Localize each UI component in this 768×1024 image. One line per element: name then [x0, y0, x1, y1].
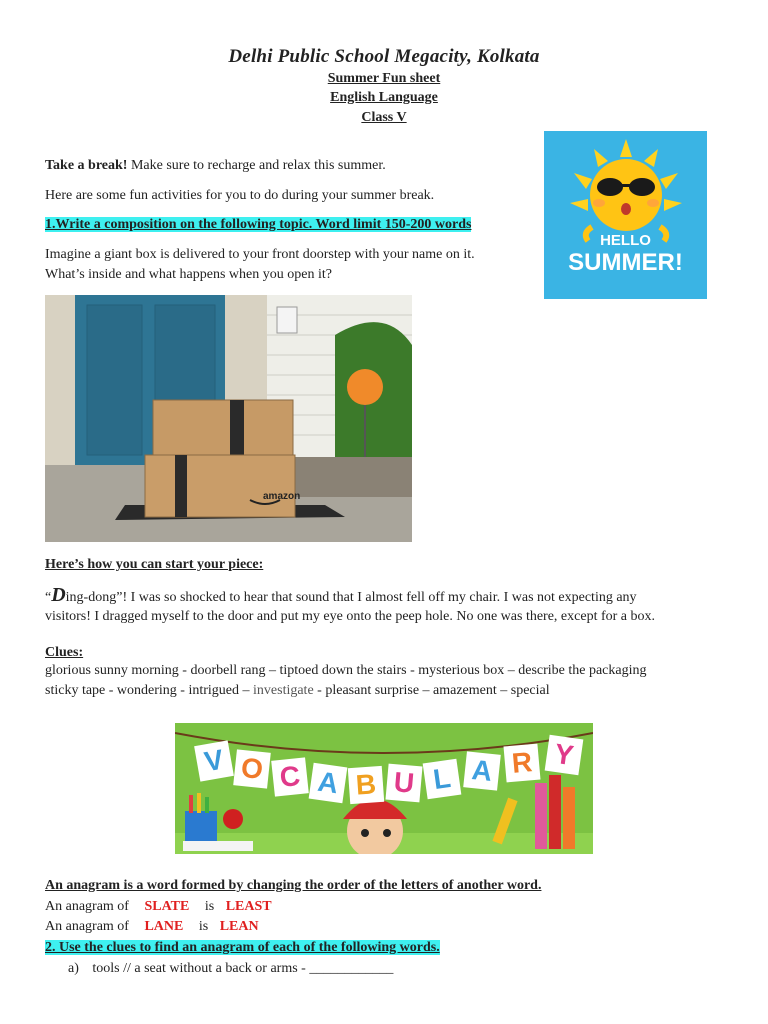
ex2-word: LANE [144, 919, 184, 934]
anagram-example-1 [45, 897, 272, 917]
hello-summer-image [544, 131, 707, 299]
vocab-letter-a1: A [309, 763, 348, 803]
ex1-prefix: An anagram of [45, 899, 129, 914]
vocabulary-art [175, 723, 593, 854]
take-break-rest: Make sure to recharge and relax this summer. [127, 158, 386, 173]
q2-item-a-label: a) [68, 961, 79, 976]
summer-text: SUMMER! [568, 249, 683, 276]
q1-prompt-line2: What’s inside and what happens when you open it? [45, 267, 332, 282]
ex2-result: LEAN [219, 919, 259, 934]
hello-text: HELLO [600, 232, 651, 249]
vocabulary-banner [175, 723, 593, 854]
q2-item-a-text: tools // a seat without a back or arms - ____________ [92, 961, 394, 976]
school-name: Delhi Public School Megacity, Kolkata [228, 46, 540, 67]
vocab-letter-r: R [503, 744, 540, 783]
q2-heading-text: 2. Use the clues to find an anagram of each of the following words. [45, 940, 440, 955]
q2-item-a [68, 959, 393, 979]
anagram-definition: An anagram is a word formed by changing the order of the letters of another word. [45, 878, 542, 893]
vocab-letter-l: L [423, 759, 462, 799]
start-line1 [45, 585, 637, 608]
ex1-is: is [204, 899, 215, 914]
anagram-example-2 [45, 917, 259, 937]
open-quote: “ [45, 590, 52, 605]
drop-letter: D [51, 584, 66, 606]
ex1-result: LEAST [225, 899, 272, 914]
q1-heading-text: 1.Write a composition on the following topic. Word limit 150-200 words [45, 217, 472, 232]
doorstep-box-photo [45, 295, 412, 542]
clues-line2-c: - pleasant surprise – amazement – special [313, 683, 550, 698]
ex1-word: SLATE [144, 899, 190, 914]
start-heading: Here’s how you can start your piece: [45, 557, 264, 572]
ex2-is: is [198, 919, 209, 934]
q1-prompt-line1: Imagine a giant box is delivered to your front doorstep with your name on it. [45, 247, 475, 262]
doorstep-scene [45, 295, 412, 542]
activities-line: Here are some fun activities for you to do during your summer break. [45, 188, 435, 203]
start-line1-rest: ing-dong”! I was so shocked to hear that sound that I almost fell off my chair. I was not expecting any [65, 590, 637, 605]
vocab-letter-b: B [348, 766, 384, 804]
clues-line2-a: sticky tape - wondering - intrigued – [45, 683, 254, 698]
amazon-label: amazon [263, 491, 301, 502]
vocab-letter-y: Y [545, 735, 584, 775]
clues-line2 [45, 681, 550, 701]
subject-title: English Language [330, 90, 438, 105]
ex2-prefix: An anagram of [45, 919, 129, 934]
vocab-letter-v: V [194, 740, 234, 781]
class-title: Class V [361, 110, 407, 125]
clues-line1: glorious sunny morning - doorbell rang – tiptoed down the stairs - mysterious box – describe the packaging [45, 663, 647, 678]
start-line2: visitors! I dragged myself to the door and put my eye onto the peep hole. No one was there, except for a box. [45, 609, 655, 624]
take-break-bold: Take a break! [45, 158, 128, 173]
clues-line2-b: investigate [253, 683, 314, 698]
vocab-letter-o: O [233, 749, 271, 788]
vocab-letter-u: U [385, 764, 422, 803]
take-break-line [45, 156, 386, 176]
sheet-title: Summer Fun sheet [327, 71, 441, 86]
clues-heading: Clues: [45, 645, 84, 660]
vocab-letter-a2: A [463, 751, 501, 790]
q1-heading [45, 215, 471, 235]
vocab-letter-c: C [271, 757, 309, 796]
q2-heading [45, 938, 440, 958]
